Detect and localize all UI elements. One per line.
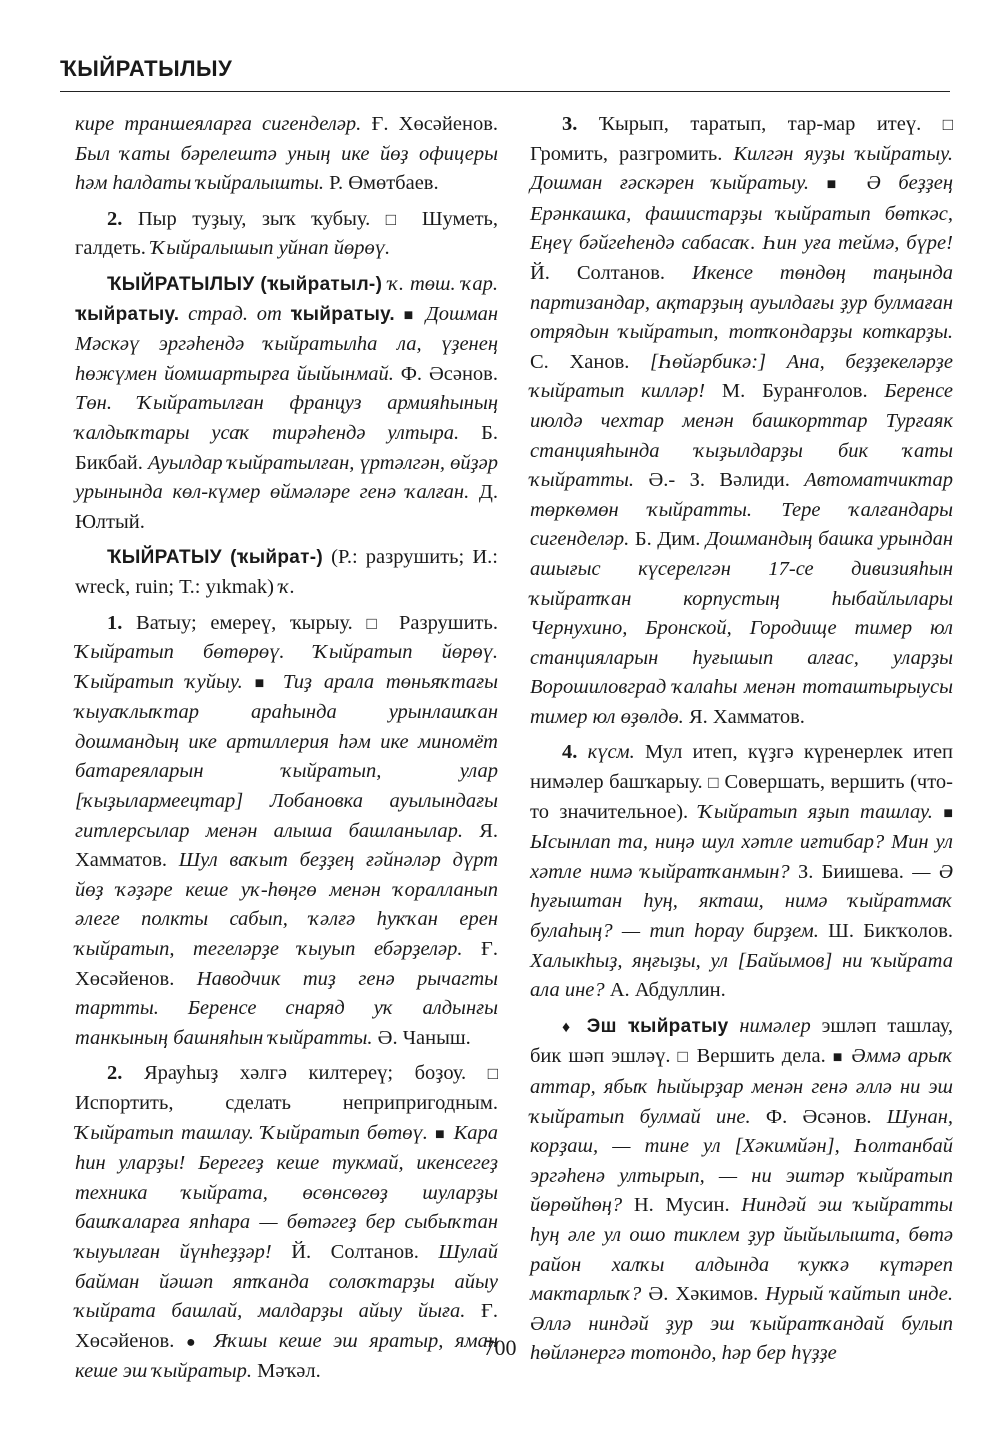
sense-number: 1.: [107, 611, 123, 634]
translation-marker-icon: □: [708, 773, 719, 793]
source-author: Я. Хамматов.: [688, 705, 805, 728]
russian-translation: Совершать, вершить (что-то значительное).: [530, 771, 954, 823]
source-author: Ғ. Хөсәйенов.: [371, 113, 499, 135]
right-column: [530, 110, 953, 1375]
source-author: Б. Бикбай.: [75, 421, 499, 474]
source-author: Ә. Хәкимов.: [648, 1283, 759, 1306]
translation-marker-icon: □: [487, 1064, 498, 1084]
source-author: Й. Солтанов.: [530, 261, 666, 284]
example-text: Ҡыйратып ташлау. Ҡыйратып бөтөү.: [75, 1121, 428, 1144]
source-author: Й. Солтанов.: [291, 1240, 419, 1263]
page-number: 700: [483, 1335, 517, 1360]
entry-paragraph: [75, 543, 498, 602]
russian-translation: Разрушить.: [398, 611, 498, 634]
example-text: Ҡыйратып яҙып ташлау.: [698, 800, 933, 823]
sense-number: 2.: [107, 207, 123, 230]
translation-marker-icon: □: [385, 209, 407, 229]
example-text: Беренсе июлдә чехтар менән башкорттар Турғаяк станцияһында ҡыҙылдарҙы бик ҡаты ҡыйратты.: [530, 380, 954, 492]
example-text: Шул ваҡыт беҙҙең ғәйнәләр дүрт йөҙ ҡәҙәре кеше уҡ-һөңгө менән ҡоралланып әлеге полкты сабып, ҡәлғә һуҡҡан ерен ҡыйратып, тегеләрҙе ҡыуып ебәрҙеләр.: [75, 849, 499, 961]
source-author: Ф. Әсәнов.: [765, 1105, 872, 1128]
phrase-diamond-icon: ♦: [562, 1018, 576, 1036]
example-text: Әммә арыҡ аттар, ябыҡ һыйырҙар менән генә әллә ни эш ҡыйратып булмай ине.: [530, 1045, 953, 1128]
proverb-bullet-icon: ●: [185, 1333, 203, 1351]
source-author: Ә.- З. Вәлиди.: [648, 469, 790, 492]
example-text: Кара һин уларҙы! Берегеҙ кеше тукмай, икенсегеҙ техника ҡыйрата, өсөнсөгөҙ шуларҙы башҡаларға япһара — бөтәгеҙ бер сыбыҡтан ҡыуылған йүнһеҙҙәр!: [75, 1121, 499, 1263]
source-author: Н. Мусин.: [633, 1194, 730, 1217]
source-author: Р. Өмөтбаев.: [329, 172, 439, 195]
example-marker-icon: ■: [832, 1049, 845, 1067]
grammar-label: ҡ. төш. ҡар.: [388, 272, 498, 295]
example-text: Халыкһыҙ, яңғыҙы, ул [Байымов] ни ҡыйрата ала ине?: [530, 949, 953, 1002]
source-author: М. Буранғолов.: [721, 380, 868, 403]
cross-reference: ҡыйратыу.: [75, 303, 180, 325]
definition: Ярауһыҙ хәлгә килтереү; боҙоу.: [143, 1062, 467, 1085]
source-author: Ғ. Хөсәйенов.: [75, 1300, 498, 1352]
definition: Пыр туҙыу, зыҡ ҡубыу.: [137, 207, 371, 230]
translation-marker-icon: □: [366, 613, 386, 633]
example-text: Икенсе төндөң таңында партизандар, ақтарҙың ауылдағы ҙур булмаған отрядын ҡыйратып, тотҡондарҙы коткарҙы.: [530, 261, 953, 344]
sense-number: 3.: [562, 113, 578, 135]
example-text: [Һөйәрбикә:] Ана, беҙҙекеләрҙе ҡыйратып килләр!: [530, 350, 953, 403]
example-marker-icon: ■: [254, 674, 272, 692]
example-text: Наводчик тиҙ генә рычагты тартты. Беренсе снаряд уҡ алдынғы танкының башняһын ҡыйратты.: [75, 967, 499, 1049]
translation-marker-icon: □: [942, 115, 953, 134]
definition: Мул итеп, күҙгә күренерлек итеп нимәлер башҡарыу.: [530, 741, 954, 794]
russian-translation: Вершить дела.: [696, 1045, 826, 1068]
example-text: Ниндәй эш ҡыйратты һуң әле ул ошо тиклем ҙур йыйылышта, бөтә район халҡы алдында ҡукҡә күтәреп мактарлыҡ?: [530, 1194, 953, 1306]
sense-number: 2.: [107, 1062, 123, 1085]
phrase-headword: Эш ҡыйратыу: [586, 1015, 729, 1037]
grammar-label: ҡ.: [279, 575, 295, 598]
sense-paragraph: [530, 738, 953, 1005]
source-author: Б. Дим.: [634, 528, 701, 551]
example-marker-icon: ■: [943, 804, 953, 822]
definition: эшләп ташлау, бик шәп эшләү.: [530, 1014, 954, 1068]
example-text: кире траншеяларға сигенделәр.: [75, 113, 362, 135]
example-text: Автоматчиктар төркөмөн ҡыйратты. Тере ҡалғандары сигенделәр.: [530, 469, 954, 551]
language-equivalents: (Р.: разрушить; И.: wreck, ruin; Т.: yıkmak): [75, 546, 499, 598]
example-text: Ысынлап та, ниңә шул хәтле иғтибар? Мин ул хәтле нимә ҡыйратҡанмын?: [530, 831, 953, 883]
russian-translation: Громить, разгромить.: [530, 142, 723, 165]
source-author: А. Абдуллин.: [609, 979, 726, 1002]
source-author: Ш. Бикҡолов.: [828, 920, 953, 943]
example-text: Дошмандың башка урындан ашығыс күсерелгән 17-се дивизияһын ҡыйратҡан корпустың һыбайлылары Чернухино, Бронской, Городище тимер юл станцияларын һуғышып алғас, уларҙы Ворошиловград ҡалаһы менән тоташтырыусы тимер юл өҙөлдө.: [530, 528, 953, 728]
example-text: Дошман Мәскәү эргәһендә ҡыйратылһа ла, үҙенең һөжүмен йомшартырға йыйынмай.: [75, 302, 499, 385]
example-text: Был ҡаты бәрелештә уның ике йөҙ офицеры һәм һалдаты ҡыйралышты.: [75, 142, 498, 195]
example-marker-icon: ■: [434, 1125, 447, 1143]
source-author: С. Ханов.: [530, 350, 630, 373]
example-marker-icon: ■: [826, 176, 849, 194]
example-text: Ҡыйратып бөтөрөү. Ҡыйратып йөрөү. Ҡыйратып ҡуйыу.: [75, 641, 498, 693]
source-author: Мәҡәл.: [257, 1360, 321, 1383]
definition: Ватыу; емереү, ҡырыу.: [136, 611, 353, 634]
running-title: ҠЫЙРАТЫЛЫУ: [60, 56, 233, 81]
headword: ҠЫЙРАТЫЛЫУ: [107, 273, 255, 295]
source-author: Ф. Әсәнов.: [400, 362, 498, 385]
grammar-label: күсм.: [587, 741, 635, 764]
example-text: Ҡыйралышып уйнап йөрөү.: [151, 237, 391, 260]
headword: ҠЫЙРАТЫУ: [107, 547, 222, 569]
sense-paragraph: [75, 205, 498, 264]
entry-paragraph: [75, 110, 498, 199]
definition: Ҡырып, таратып, тар-мар итеү.: [598, 113, 922, 135]
grammar-label: страд. от: [188, 302, 282, 325]
phrase-paragraph: [530, 1012, 953, 1369]
left-column: [75, 110, 498, 1393]
headword-stem: (ҡыйратыл-): [260, 273, 383, 295]
source-author: З. Биишева.: [797, 860, 904, 883]
russian-translation: Шуметь, галдеть.: [75, 207, 499, 260]
headword-stem: (ҡыйрат-): [230, 547, 323, 569]
sense-paragraph: [75, 609, 498, 1054]
example-text: Яҡшы кеше эш яратыр, яман кеше эш ҡыйратыр.: [75, 1329, 498, 1383]
source-author: Ғ. Хөсәйенов.: [75, 938, 499, 990]
example-text: — Ә һуғыштан һуң, якташ, нимә ҡыйратмаҡ булаһың? — тип һорау бирҙем.: [530, 860, 953, 943]
sense-number: 4.: [562, 741, 578, 764]
header-rule: [60, 91, 950, 92]
example-text: Шунан, корҙаш, — тине ул [Хәкимйән], Һолтанбай эргәһенә ултырып, — ни эштәр ҡыйратып йөрөйһөң?: [530, 1105, 953, 1217]
example-text: Тиҙ арала төньяҡтағы ҡыуаҡлыҡтар араһында урынлашҡан дошмандың ике артиллерия һәм ике миномёт батареяларын ҡыйратып, улар [ҡыҙылармеецтар] Лобановка ауылындағы гитлерсылар менән алыша башланылар.: [75, 670, 498, 842]
example-text: Ауылдар ҡыйратылған, үртәлгән, өйҙәр урынында көл-күмер өймәләре генә ҡалған.: [75, 451, 498, 504]
entry-paragraph: [75, 270, 498, 537]
russian-translation: Испортить, сделать неприпригодным.: [75, 1092, 498, 1114]
source-author: Ә. Чаныш.: [377, 1026, 471, 1049]
example-text: Нурый ҡайтып инде. Әллә ниндәй ҙур эш ҡыйратҡандай булып һөйләнергә тотондо, һәр бер һүҙҙе: [530, 1283, 954, 1365]
translation-marker-icon: □: [677, 1047, 690, 1067]
example-text: Ә беҙҙең Ерәнкашка, фашистарҙы ҡыйратып бөткәс, Еңеү бәйгеһендә сабасаҡ. Һин уға теймә, бүре!: [530, 172, 954, 255]
example-text: Төн. Ҡыйратылған француз армияһының ҡалдыҡтары усаҡ тирәһендә ултыра.: [75, 392, 498, 444]
example-marker-icon: ■: [403, 306, 417, 324]
example-text: Килгән яуҙы ҡыйратыу. Дошман ғәскәрен ҡыйратыу.: [530, 142, 954, 195]
grammar-label: нимәлер: [739, 1014, 811, 1037]
sense-paragraph: [530, 110, 953, 732]
example-text: Шулай байман йәшәп ятҡанда солоҡтарҙы айыу ҡыйрата башлай, малдарҙы айыу йыға.: [75, 1240, 499, 1323]
source-author: Д. Юлтый.: [75, 481, 498, 533]
source-author: Я. Хамматов.: [75, 819, 499, 872]
cross-reference: ҡыйратыу.: [290, 303, 395, 325]
